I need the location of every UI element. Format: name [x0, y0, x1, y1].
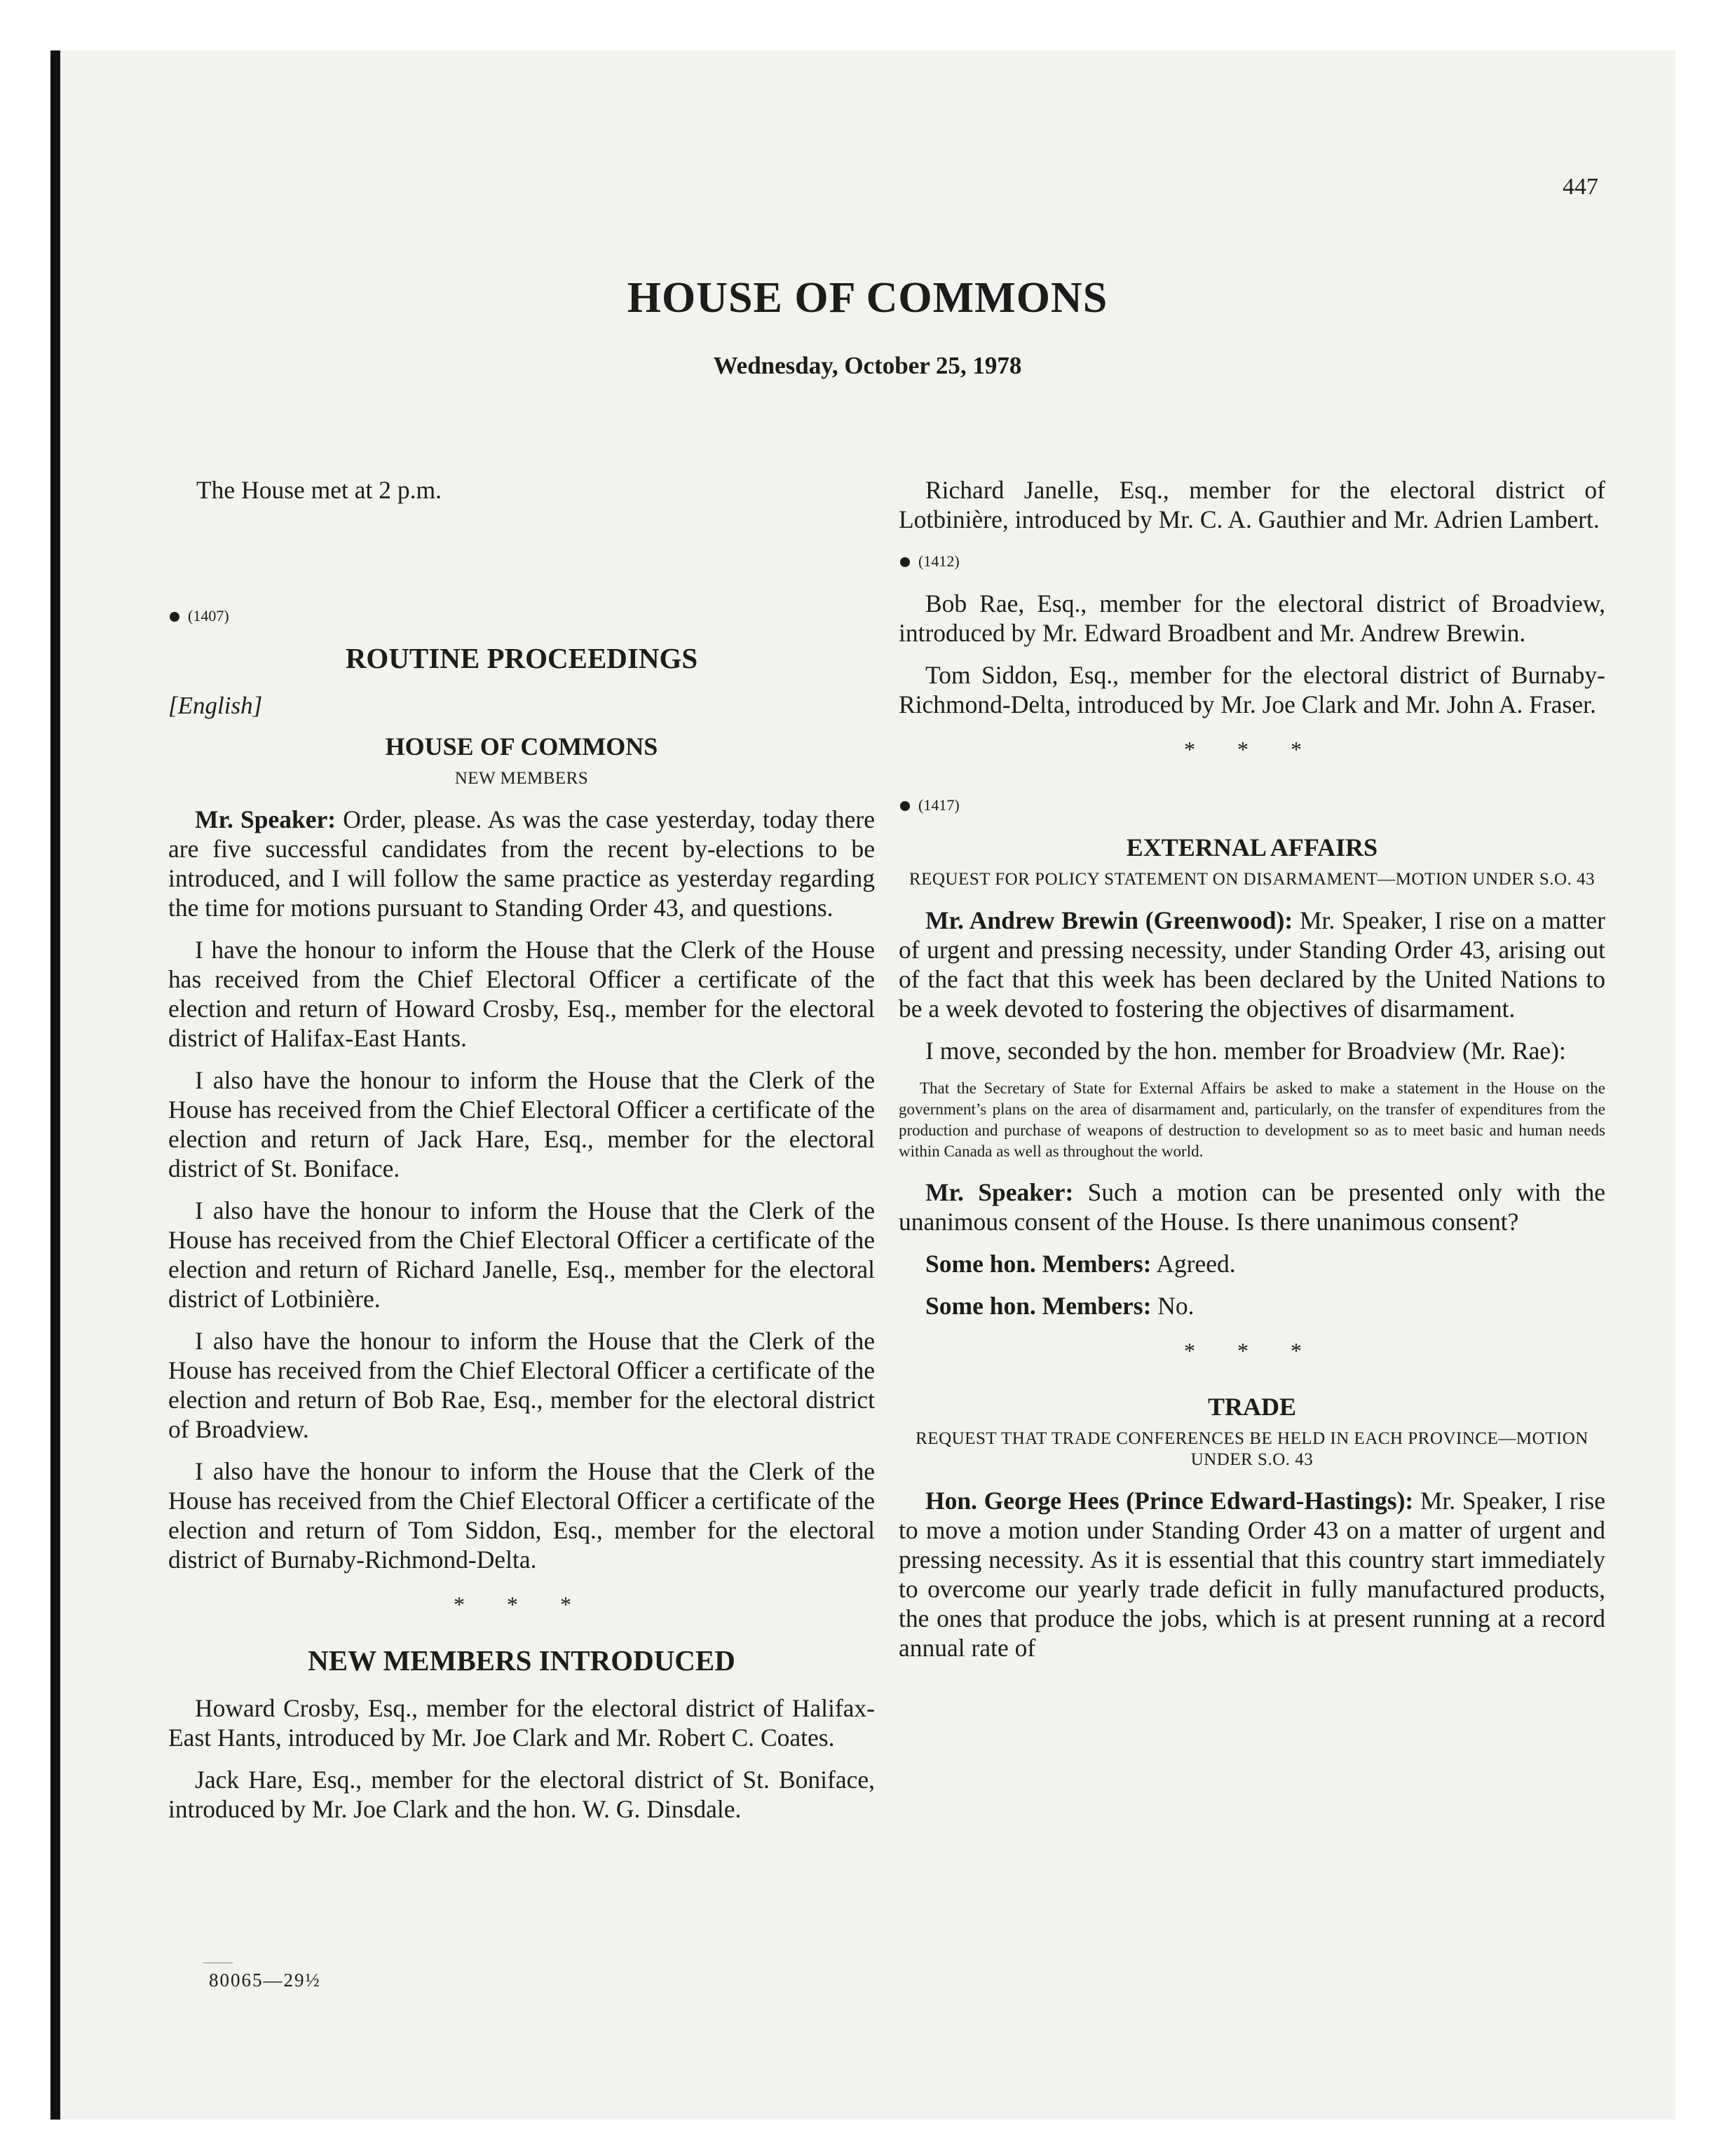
- speech-paragraph: Mr. Speaker: Order, please. As was the case yesterday, today there are five successful candidates from the recent by-elections to be introduced, and I will follow the same practice as yesterday regarding the time for motions pursuant to Standing Order 43, and questions.: [168, 805, 875, 922]
- subsection-subheading: NEW MEMBERS: [454, 769, 589, 788]
- page-number: 447: [1563, 174, 1598, 200]
- speaker-name: Mr. Speaker:: [195, 805, 336, 833]
- time-marker: (1417): [899, 791, 1605, 820]
- introduction-paragraph: Tom Siddon, Esq., member for the electoral district of Burnaby-Richmond-Delta, introduced by Mr. Joe Clark and Mr. John A. Fraser.: [899, 661, 1605, 718]
- announcement-paragraph: I also have the honour to inform the House that the Clerk of the House has received from the Chief Electoral Officer a certificate of the election and return of Jack Hare, Esq., member for the electoral district of St. Boniface.: [168, 1066, 875, 1182]
- introduction-paragraph: Bob Rae, Esq., member for the electoral district of Broadview, introduced by Mr. Edward Broadbent and Mr. Andrew Brewin.: [899, 589, 1605, 647]
- right-column: [899, 475, 1605, 1675]
- subsection-heading: HOUSE OF COMMONS: [385, 732, 658, 760]
- language-tag: [English]: [168, 692, 263, 719]
- page-title: HOUSE OF COMMONS: [627, 274, 1108, 322]
- bullet-icon: [900, 557, 910, 567]
- left-column: [168, 475, 875, 1836]
- print-code: 80065—29½: [209, 1970, 321, 1991]
- announcement-paragraph: I have the honour to inform the House that the Clerk of the House has received from the Chief Electoral Officer a certificate of the election and return of Howard Crosby, Esq., member for the electoral district of Halifax-East Hants.: [168, 936, 875, 1052]
- speech-paragraph: Some hon. Members: No.: [925, 1292, 1195, 1320]
- section-separator: * * *: [1184, 1338, 1320, 1363]
- section-heading: NEW MEMBERS INTRODUCED: [308, 1644, 735, 1677]
- speaker-name: Some hon. Members:: [925, 1292, 1152, 1320]
- speaker-name: Mr. Andrew Brewin (Greenwood):: [925, 906, 1293, 934]
- speaker-name: Hon. George Hees (Prince Edward-Hastings):: [925, 1487, 1414, 1515]
- introduction-paragraph: Richard Janelle, Esq., member for the electoral district of Lotbinière, introduced by Mr. C. A. Gauthier and Mr. Adrien Lambert.: [899, 476, 1605, 533]
- sitting-date: Wednesday, October 25, 1978: [713, 352, 1022, 379]
- introduction-paragraph: Jack Hare, Esq., member for the electoral district of St. Boniface, introduced by Mr. Joe Clark and the hon. W. G. Dinsdale.: [168, 1766, 875, 1823]
- motion-intro: I move, seconded by the hon. member for Broadview (Mr. Rae):: [925, 1037, 1566, 1065]
- motion-text: That the Secretary of State for External Affairs be asked to make a statement in the House on the government’s plans on the area of disarmament and, particularly, on the transfer of expenditures from the production and purchase of weapons of destruction to development so as to meet basic and human needs within Canada as well as throughout the world.: [899, 1079, 1605, 1160]
- section-subheading: REQUEST FOR POLICY STATEMENT ON DISARMAMENT—MOTION UNDER S.O. 43: [909, 870, 1595, 889]
- time-marker: (1412): [899, 547, 1605, 576]
- speaker-name: Some hon. Members:: [925, 1250, 1152, 1278]
- speech-paragraph: Mr. Andrew Brewin (Greenwood): Mr. Speaker, I rise on a matter of urgent and pressing necessity, under Standing Order 43, arising out of the fact that this week has been declared by the United Nations to be a week devoted to fostering the objectives of disarmament.: [899, 906, 1605, 1023]
- time-marker: (1407): [168, 601, 875, 631]
- section-heading: TRADE: [1207, 1393, 1297, 1421]
- speaker-name: Mr. Speaker:: [925, 1178, 1074, 1206]
- bullet-icon: [900, 801, 910, 811]
- announcement-paragraph: I also have the honour to inform the House that the Clerk of the House has received from the Chief Electoral Officer a certificate of the election and return of Richard Janelle, Esq., member for the electoral district of Lotbinière.: [168, 1196, 875, 1313]
- speech-paragraph: Hon. George Hees (Prince Edward-Hastings): Mr. Speaker, I rise to move a motion under Standing Order 43 on a matter of urgent and pressing necessity. As it is essential that this country start immediately to overcome our yearly trade deficit in fully manufactured products, the ones that produce the jobs, which is at present running at a record annual rate of: [899, 1487, 1605, 1662]
- section-heading: ROUTINE PROCEEDINGS: [345, 642, 698, 674]
- section-subheading: REQUEST THAT TRADE CONFERENCES BE HELD IN EACH PROVINCE—MOTION UNDER S.O. 43: [916, 1429, 1588, 1469]
- bullet-icon: [170, 612, 179, 622]
- section-separator: * * *: [1184, 737, 1320, 762]
- section-heading: EXTERNAL AFFAIRS: [1126, 833, 1378, 861]
- announcement-paragraph: I also have the honour to inform the House that the Clerk of the House has received from the Chief Electoral Officer a certificate of the election and return of Bob Rae, Esq., member for the electoral district of Broadview.: [168, 1327, 875, 1443]
- announcement-paragraph: I also have the honour to inform the House that the Clerk of the House has received from the Chief Electoral Officer a certificate of the election and return of Tom Siddon, Esq., member for the electoral district of Burnaby-Richmond-Delta.: [168, 1457, 875, 1574]
- opening-line: The House met at 2 p.m.: [196, 476, 442, 504]
- speech-paragraph: Mr. Speaker: Such a motion can be presented only with the unanimous consent of the House. Is there unanimous consent?: [899, 1178, 1606, 1236]
- introduction-paragraph: Howard Crosby, Esq., member for the electoral district of Halifax-East Hants, introduced by Mr. Joe Clark and Mr. Robert C. Coates.: [168, 1694, 875, 1752]
- speech-paragraph: Some hon. Members: Agreed.: [925, 1250, 1236, 1278]
- section-separator: * * *: [454, 1592, 590, 1617]
